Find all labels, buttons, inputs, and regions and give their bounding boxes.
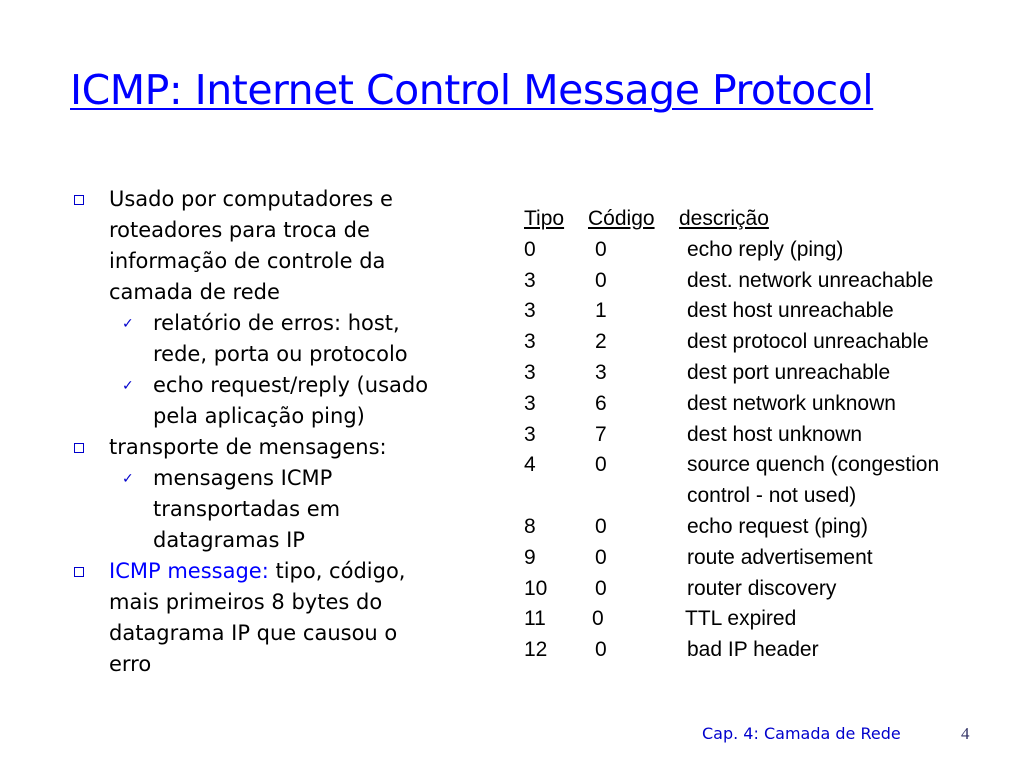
cell-descricao: dest port unreachable: [687, 360, 891, 384]
cell-tipo: 3: [524, 268, 536, 292]
bullet-line: transporte de mensagens:: [109, 435, 387, 459]
bullet-line: mais primeiros 8 bytes do: [109, 590, 383, 614]
cell-tipo: 12: [524, 638, 548, 662]
cell-tipo: 3: [524, 360, 536, 384]
cell-codigo: 2: [595, 330, 607, 354]
cell-descricao: control - not used): [687, 484, 857, 508]
cell-codigo: 0: [595, 514, 607, 538]
bullet-line: [109, 556, 474, 587]
cell-descricao: source quench (congestion: [687, 453, 940, 477]
cell-codigo: 6: [595, 391, 607, 415]
footer-chapter: Cap. 4: Camada de Rede: [702, 724, 901, 743]
checkmark-icon: ✓: [122, 316, 134, 332]
bullet-line: Usado por computadores e: [109, 187, 393, 211]
cell-codigo: 1: [595, 299, 607, 323]
cell-codigo: 0: [595, 545, 607, 569]
sub-bullet-item: [74, 463, 474, 556]
cell-descricao: dest. network unreachable: [687, 268, 934, 292]
bullet-line: pela aplicação ping): [153, 404, 365, 428]
bullet-line: roteadores para troca de: [109, 218, 370, 242]
cell-tipo: 9: [524, 545, 536, 569]
page-number: 4: [961, 724, 970, 743]
bullet-item: [74, 556, 474, 680]
cell-tipo: 10: [524, 576, 548, 600]
cell-tipo: 4: [524, 453, 536, 477]
cell-codigo: 7: [595, 422, 607, 446]
bullet-item: [74, 432, 474, 463]
cell-descricao: router discovery: [687, 576, 837, 600]
square-bullet-icon: [74, 443, 84, 453]
cell-codigo: 0: [595, 576, 607, 600]
cell-descricao: route advertisement: [687, 545, 873, 569]
bullet-line: echo request/reply (usado: [153, 373, 429, 397]
bullet-item: [74, 184, 474, 308]
bullet-line: mensagens ICMP: [153, 466, 333, 490]
cell-codigo: 3: [595, 360, 607, 384]
checkmark-icon: ✓: [122, 471, 134, 487]
cell-tipo: 8: [524, 514, 536, 538]
cell-tipo: 3: [524, 391, 536, 415]
header-tipo: Tipo: [524, 207, 565, 230]
cell-codigo: 0: [592, 607, 604, 631]
square-bullet-icon: [74, 195, 84, 205]
bullet-line: camada de rede: [109, 280, 280, 304]
checkmark-icon: ✓: [122, 378, 134, 394]
bullet-line: relatório de erros: host,: [153, 311, 400, 335]
cell-descricao: echo request (ping): [687, 514, 868, 538]
cell-tipo: 11: [524, 607, 546, 631]
bullet-list: [74, 184, 474, 680]
bullet-line: informação de controle da: [109, 249, 386, 273]
cell-codigo: 0: [595, 638, 607, 662]
bullet-line-rest: tipo, código,: [268, 559, 406, 583]
bullet-line: transportadas em: [153, 497, 341, 521]
bullet-line: rede, porta ou protocolo: [153, 342, 408, 366]
square-bullet-icon: [74, 567, 84, 577]
cell-codigo: 0: [595, 453, 607, 477]
icmp-message-highlight: ICMP message:: [109, 559, 269, 583]
header-codigo: Código: [588, 207, 655, 230]
slide-title: ICMP: Internet Control Message Protocol: [70, 66, 874, 114]
bullet-line: datagramas IP: [153, 528, 305, 552]
cell-descricao: dest protocol unreachable: [687, 330, 929, 354]
sub-bullet-item: [74, 370, 474, 432]
cell-codigo: 0: [595, 237, 607, 261]
bullet-line: datagrama IP que causou o: [109, 621, 398, 645]
sub-bullet-item: [74, 308, 474, 370]
header-descricao: descrição: [679, 207, 769, 230]
cell-tipo: 0: [524, 237, 536, 261]
cell-descricao: bad IP header: [687, 638, 819, 662]
cell-tipo: 3: [524, 422, 536, 446]
cell-descricao: dest host unreachable: [687, 299, 894, 323]
cell-tipo: 3: [524, 330, 536, 354]
cell-descricao: dest network unknown: [687, 391, 896, 415]
cell-tipo: 3: [524, 299, 536, 323]
cell-codigo: 0: [595, 268, 607, 292]
cell-descricao: TTL expired: [685, 607, 797, 631]
cell-descricao: dest host unknown: [687, 422, 863, 446]
cell-descricao: echo reply (ping): [687, 237, 844, 261]
bullet-line: erro: [109, 652, 152, 676]
